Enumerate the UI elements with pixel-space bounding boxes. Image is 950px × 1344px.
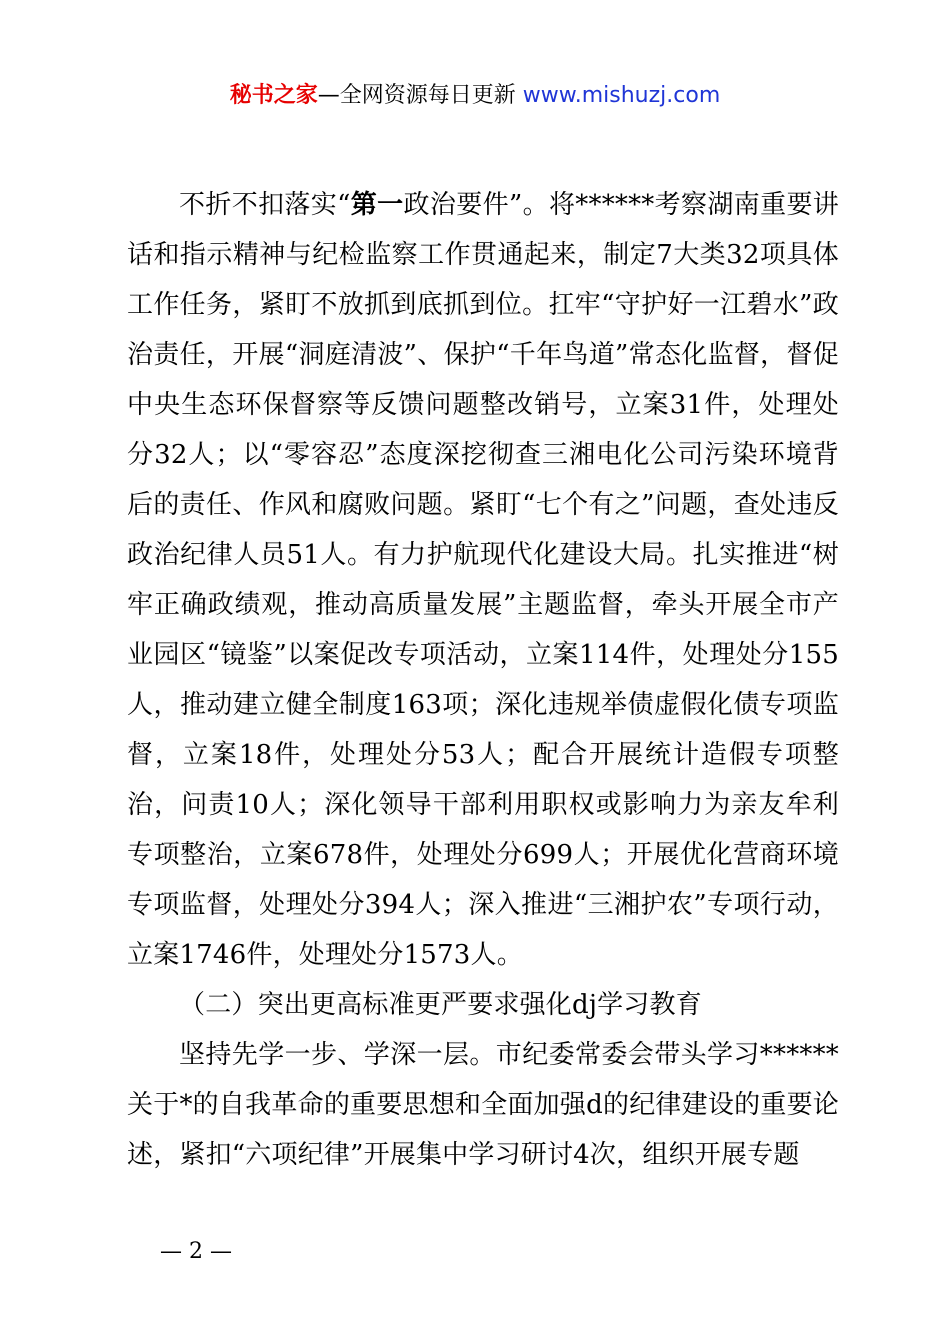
document-body (127, 180, 839, 1180)
paragraph-1-rest: 政治要件”。将******考察湖南重要讲话和指示精神与纪检监察工作贯通起来，制定7大类32项具体工作任务，紧盯不放抓到底抓到位。扛牢“守护好一江碧水”政治责任，开展“洞庭清波”、保护“千年鸟道”常态化监督，督促中央生态环保督察等反馈问题整改销号，立案31件，处理处分32人；以“零容忍”态度深挖彻查三湘电化公司污染环境背后的责任、作风和腐败问题。紧盯“七个有之”问题，查处违反政治纪律人员51人。有力护航现代化建设大局。扎实推进“树牢正确政绩观，推动高质量发展”主题监督，牵头开展全市产业园区“镜鉴”以案促改专项活动，立案114件，处理处分155人，推动建立健全制度163项；深化违规举债虚假化债专项监督，立案18件，处理处分53人；配合开展统计造假专项整治，问责10人；深化领导干部利用职权或影响力为亲友牟利专项整治，立案678件，处理处分699人；开展优化营商环境专项监督，处理处分394人；深入推进“三湘护农”专项行动，立案1746件，处理处分1573人。 (127, 190, 839, 970)
site-brand: 秘书之家 (229, 83, 318, 108)
page-number: — 2 — (160, 1239, 232, 1264)
paragraph-1-lead: 不折不扣落实“ (179, 190, 351, 220)
site-header (0, 80, 950, 112)
paragraph-3: 坚持先学一步、学深一层。市纪委常委会带头学习******关于*的自我革命的重要思想和全面加强d的纪律建设的重要论述，紧扣“六项纪律”开展集中学习研讨4次，组织开展专题 (127, 1040, 839, 1170)
paragraph-1 (127, 180, 839, 980)
site-tagline: —全网资源每日更新 (317, 83, 523, 108)
paragraph-1-bold: 第一 (350, 190, 404, 220)
site-url-link[interactable]: www.mishuzj.com (522, 83, 721, 108)
section-heading: （二）突出更高标准更严要求强化dj学习教育 (179, 990, 702, 1020)
